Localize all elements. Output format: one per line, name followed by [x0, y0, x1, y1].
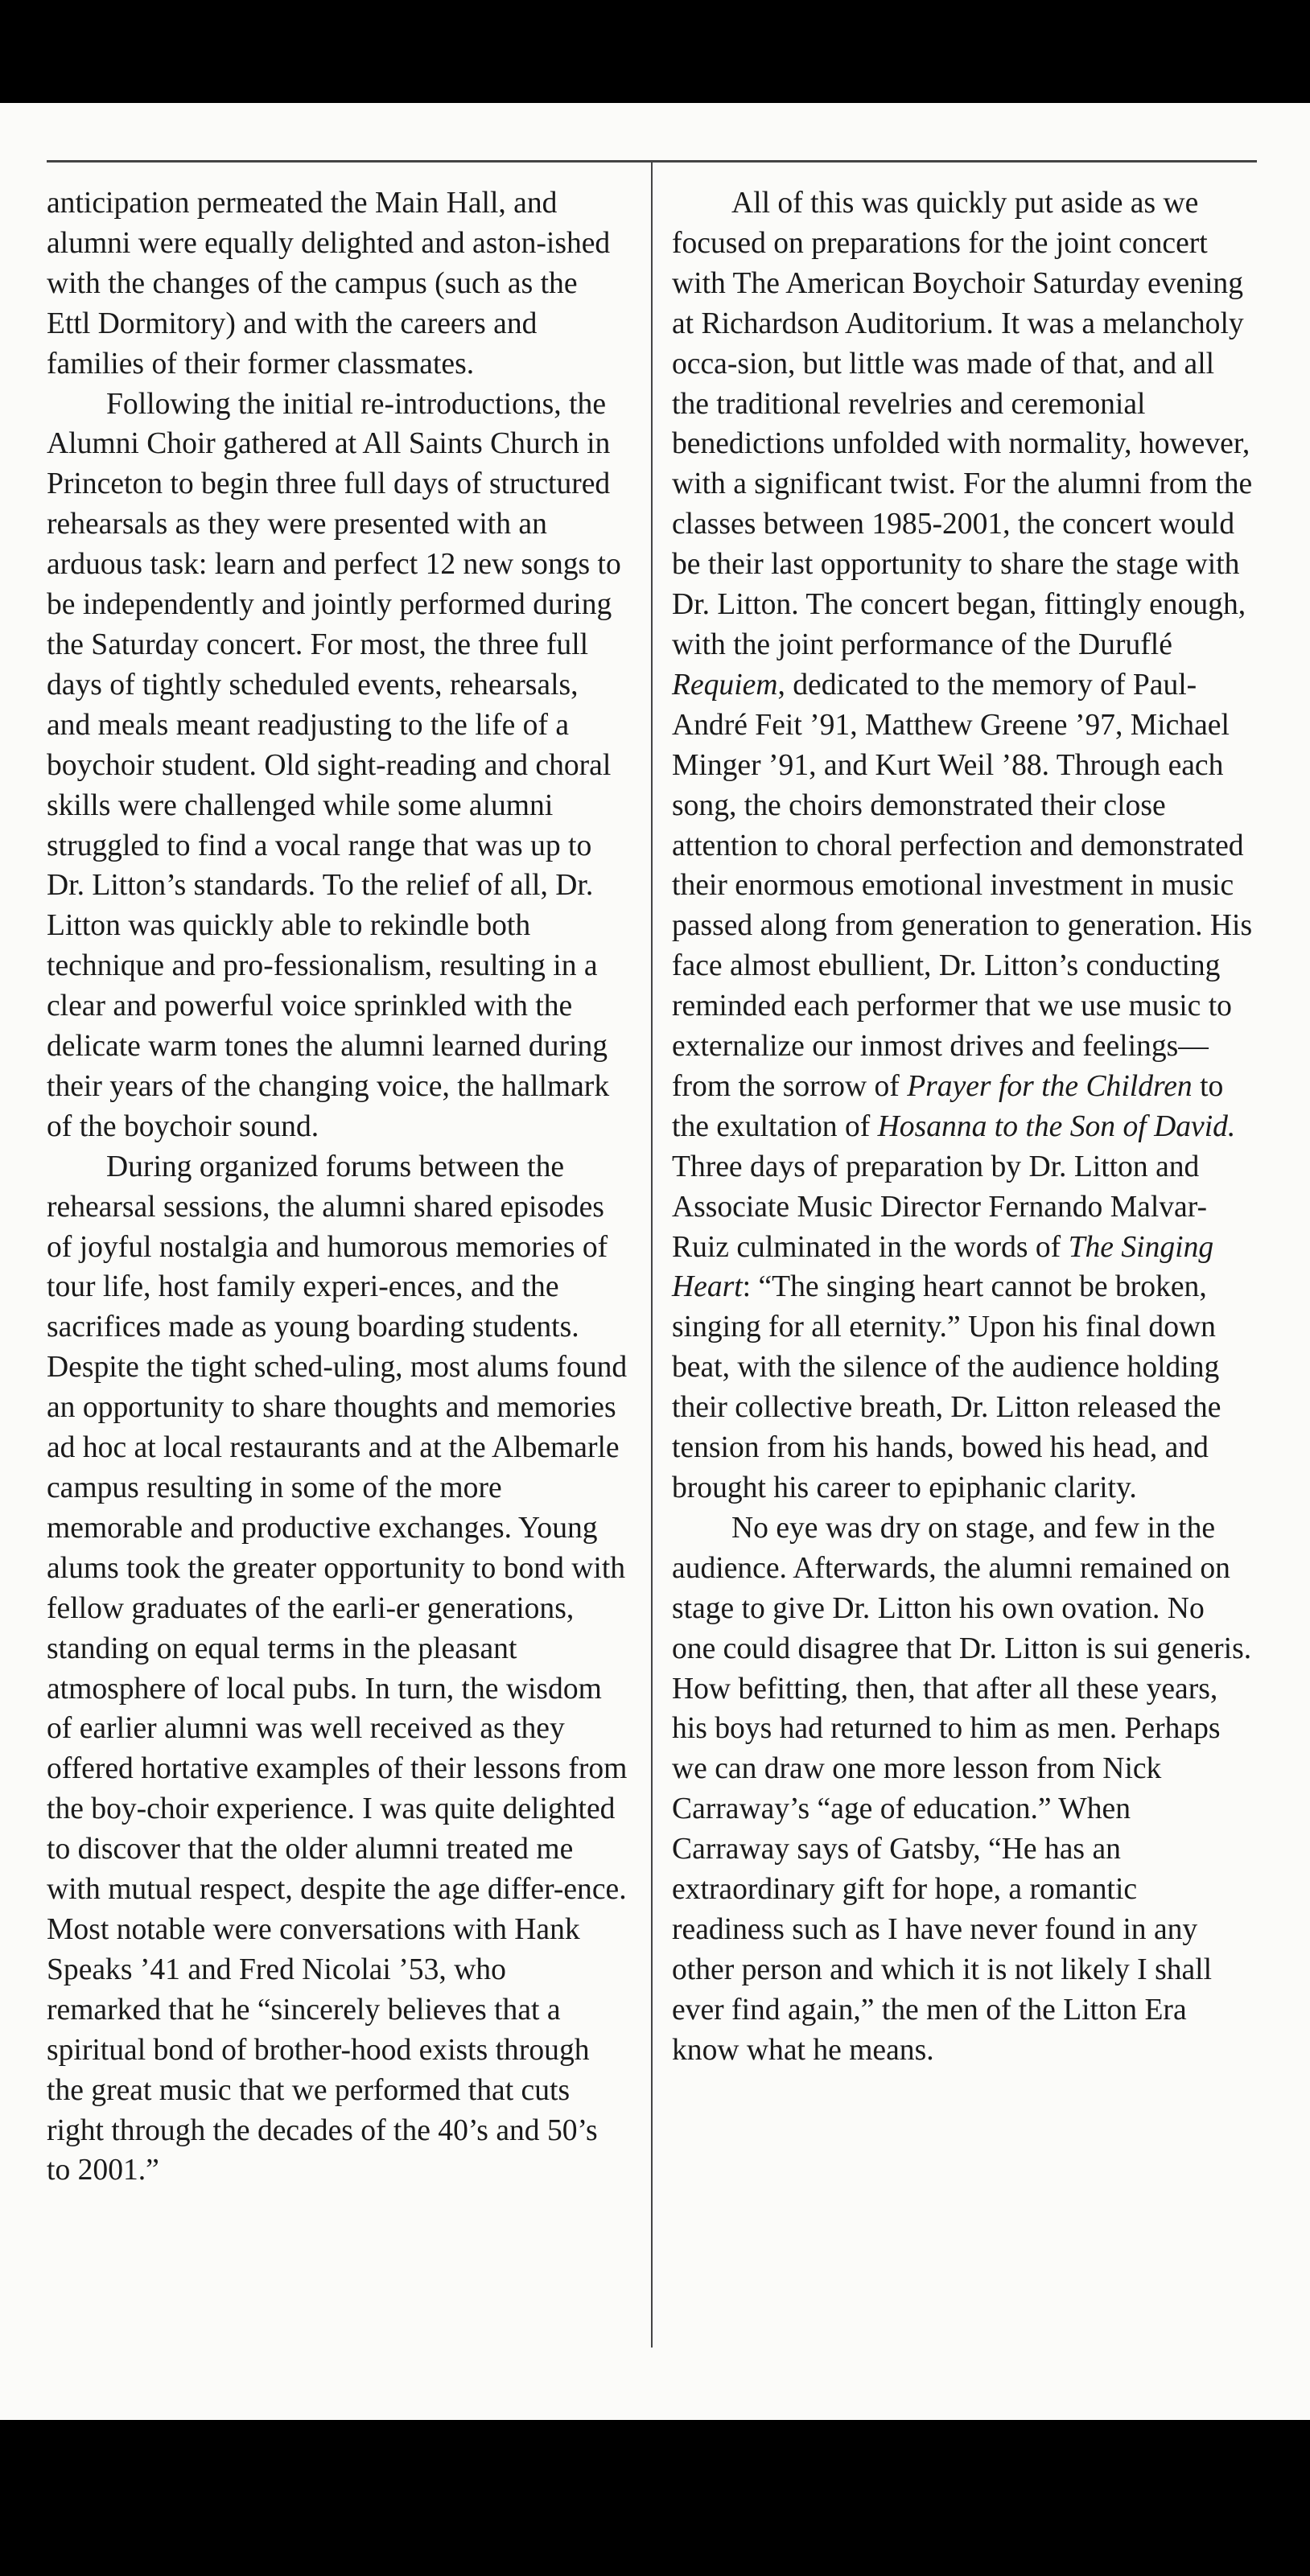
left-paragraph-2: Following the initial re-introductions, the Alumni Choir gathered at All Saints Church in Princeton to begin three full days of structured rehearsals as they were presented with an arduous task: learn and perfect 12 new songs to be independently and jointly performed during the Saturday concert. For most, the three full days of tightly scheduled events, rehearsals, and meals meant readjusting to the life of a boychoir student. Old sight-reading and choral skills were challenged while some alumni struggled to find a vocal range that was up to Dr. Litton’s standards. To the relief of all, Dr. Litton was quickly able to rekindle both technique and pro-fessionalism, resulting in a clear and powerful voice sprinkled with the delicate warm tones the alumni learned during their years of the changing voice, the hallmark of the boychoir sound. — [47, 387, 621, 1143]
left-column — [47, 183, 628, 2191]
prayer-title: Prayer for the Children — [907, 1069, 1193, 1103]
right-paragraph-1 — [672, 183, 1255, 1508]
left-paragraph-1: anticipation permeated the Main Hall, and alumni were equally delighted and aston-ished with the changes of the campus (such as the Ettl Dormitory) and with the careers and families of their former classmates. — [47, 187, 611, 381]
left-paragraph-3: During organized forums between the rehearsal sessions, the alumni shared episodes of joyful nostalgia and humorous memories of tour life, host family experi-ences, and the sacrifices made as young boarding students. Despite the tight sched-uling, most alums found an opportunity to share thoughts and memories ad hoc at local restaurants and at the Albemarle campus resulting in some of the more memorable and productive exchanges. Young alums took the greater opportunity to bond with fellow graduates of the earli-er generations, standing on equal terms in the pleasant atmosphere of local pubs. In turn, the wisdom of earlier alumni was well received as they offered hortative examples of their lessons from the boy-choir experience. I was quite delighted to discover that the older alumni treated me with mutual respect, despite the age differ-ence. Most notable were conversations with Hank Speaks ’41 and Fred Nicolai ’53, who remarked that he “sincerely believes that a spiritual bond of brother-hood exists through the great music that we performed that cuts right through the decades of the 40’s and 50’s to 2001.” — [47, 1150, 628, 2187]
right-p1-text-e: : “The singing heart cannot be broken, singing for all eternity.” Upon his final down beat, with the silence of the audience holding their collective breath, Dr. Litton released the tension from his hands, bowed his head, and brought his career to epiphanic clarity. — [672, 1270, 1221, 1504]
singing-heart-title: The Singing Heart — [672, 1230, 1214, 1304]
right-p1-text-c: to the exultation of — [672, 1069, 1224, 1143]
right-p1-text-d: Three days of preparation by Dr. Litton and Associate Music Director Fernando Malvar-Ruiz culminated in the words of — [672, 1150, 1208, 1264]
requiem-title: Requiem — [672, 668, 778, 702]
right-column — [672, 183, 1255, 2071]
document-page — [0, 103, 1310, 2420]
column-divider — [651, 161, 653, 2348]
right-p1-text-a: All of this was quickly put aside as we focused on preparations for the joint concert with The American Boychoir Saturday evening at Richardson Auditorium. It was a melancholy occa-sion, but little was made of that, and all the traditional revelries and ceremonial benedictions unfolded with normality, however, with a significant twist. For the alumni from the classes between 1985-2001, the concert would be their last opportunity to share the stage with Dr. Litton. The concert began, fittingly enough, with the joint performance of the Duruflé — [672, 187, 1253, 661]
hosanna-title: Hosanna to the Son of David. — [877, 1109, 1236, 1143]
right-paragraph-2: No eye was dry on stage, and few in the audience. Afterwards, the alumni remained on stage to give Dr. Litton his own ovation. No one could disagree that Dr. Litton is sui generis. How befitting, then, that after all these years, his boys had returned to him as men. Perhaps we can draw one more lesson from Nick Carraway’s “age of education.” When Carraway says of Gatsby, “He has an extraordinary gift for hope, a romantic readiness such as I have never found in any other person and which it is not likely I shall ever find again,” the men of the Litton Era know what he means. — [672, 1511, 1252, 2067]
right-p1-text-b: , dedicated to the memory of Paul-André Feit ’91, Matthew Greene ’97, Michael Minger ’91, and Kurt Weil ’88. Through each song, the choirs demonstrated their close attention to choral perfection and demonstrated their enormous emotional investment in music passed along from generation to generation. His face almost ebullient, Dr. Litton’s conducting reminded each performer that we use music to externalize our inmost drives and feelings—from the sorrow of — [672, 668, 1253, 1103]
bottom-scan-border — [0, 2420, 1310, 2576]
